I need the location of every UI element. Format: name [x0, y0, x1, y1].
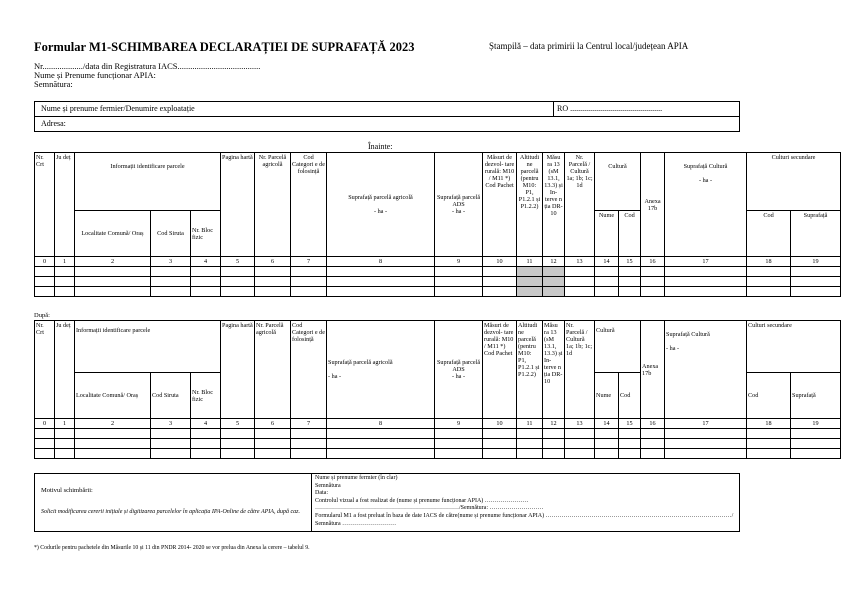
col-altitudine: Altitudi ne parcelă (pentru M10: P1, P1.2.1 și P1.2.2): [517, 321, 543, 419]
col-masura13: Măsu ra 13 (sM 13.1, 13.3) și In- terve n ția DR- 10: [543, 153, 565, 257]
column-number: 19: [791, 419, 841, 429]
column-number: 9: [435, 257, 483, 267]
table-row[interactable]: [35, 287, 841, 297]
col-cultura: Cultură: [595, 153, 641, 211]
col-nr-parcela-cultura: Nr. Parcelă / Cultură 1a; 1b; 1c; 1d: [565, 153, 595, 257]
table-cell[interactable]: [435, 449, 483, 459]
table-cell[interactable]: [221, 429, 255, 439]
table-cell[interactable]: [517, 277, 543, 287]
table-cell[interactable]: [291, 287, 327, 297]
table-cell[interactable]: [55, 429, 75, 439]
table-cell[interactable]: [543, 267, 565, 277]
column-number: 14: [595, 257, 619, 267]
col-suprafata-ads: [435, 153, 483, 257]
table-cell[interactable]: [191, 429, 221, 439]
table-cell[interactable]: [55, 439, 75, 449]
table-cell[interactable]: [543, 439, 565, 449]
col-nr-parcela-cultura: Nr. Parcelă / Cultură 1a; 1b; 1c; 1d: [565, 321, 595, 419]
column-number-row: [35, 257, 841, 267]
column-number: 6: [255, 257, 291, 267]
table-cell[interactable]: [255, 439, 291, 449]
col-cod-categorie: Cod Categori e de folosință: [291, 321, 327, 419]
table-cell[interactable]: [327, 439, 435, 449]
table-cell[interactable]: [619, 439, 641, 449]
table-cell[interactable]: [75, 277, 151, 287]
label-ha: - ha -: [328, 373, 342, 380]
table-cell[interactable]: [543, 287, 565, 297]
table-cell[interactable]: [595, 277, 619, 287]
table-cell[interactable]: [565, 439, 595, 449]
col-info-parcele: Informații identificare parcele: [75, 321, 221, 373]
table-cell[interactable]: [641, 287, 665, 297]
table-cell[interactable]: [255, 277, 291, 287]
col-pagina-harti: Pagina hartă: [221, 321, 255, 419]
table-cell[interactable]: [75, 449, 151, 459]
label-ha: - ha -: [698, 177, 713, 184]
col-secundare-suprafata: Suprafață: [791, 211, 841, 257]
signature-line[interactable]: Formularul M1 a fost preluat în baza de date IACS de către(nume și prenume funcționar APIA) …………………………………………………………………………………/: [315, 512, 734, 519]
table-cell[interactable]: [791, 439, 841, 449]
label-cod-pachet: Cod Pachet: [485, 182, 514, 189]
column-number: 17: [665, 419, 747, 429]
col-masuri: [483, 153, 517, 257]
col-suprafata-cultura: [665, 321, 747, 419]
column-number: 15: [619, 257, 641, 267]
ro-field[interactable]: RO ..............................................: [557, 104, 663, 113]
label-suprafata-ads: Suprafață parcelă ADS: [436, 359, 481, 373]
table-cell[interactable]: [517, 287, 543, 297]
signature-line[interactable]: Data:: [315, 490, 328, 497]
before-table: [34, 152, 841, 297]
table-cell[interactable]: [435, 287, 483, 297]
table-cell[interactable]: [791, 429, 841, 439]
table-cell[interactable]: [565, 287, 595, 297]
table-cell[interactable]: [641, 267, 665, 277]
column-number-row: [35, 419, 841, 429]
col-suprafata-ads: [435, 321, 483, 419]
column-number: 16: [641, 257, 665, 267]
column-number: 2: [75, 419, 151, 429]
table-cell[interactable]: [619, 287, 641, 297]
col-culturi-secundare: Culturi secundare: [747, 153, 841, 211]
col-cultura-nume: Nume: [595, 373, 619, 419]
table-cell[interactable]: [75, 267, 151, 277]
col-judet: Ju deț: [55, 153, 75, 257]
column-number: 1: [55, 419, 75, 429]
table-cell[interactable]: [75, 439, 151, 449]
column-number: 17: [665, 257, 747, 267]
col-cod-siruta: Cod Siruta: [151, 211, 191, 257]
table-cell[interactable]: [221, 267, 255, 277]
table-cell[interactable]: [747, 449, 791, 459]
col-nr-parcela: Nr. Parcelă agricolă: [255, 153, 291, 257]
official-name-line[interactable]: Nume și Prenume funcționar APIA:: [34, 70, 156, 80]
table-cell[interactable]: [619, 449, 641, 459]
table-cell[interactable]: [791, 267, 841, 277]
col-nr-crt: Nr. Crt: [35, 321, 55, 419]
table-cell[interactable]: [75, 429, 151, 439]
col-pagina-harti: Pagina hartă: [221, 153, 255, 257]
table-cell[interactable]: [747, 439, 791, 449]
label-ha: - ha -: [451, 373, 466, 380]
column-number: 3: [151, 419, 191, 429]
table-cell[interactable]: [791, 287, 841, 297]
table-cell[interactable]: [255, 449, 291, 459]
column-number: 18: [747, 419, 791, 429]
col-anexa: Anexa 17b: [641, 153, 665, 257]
table-cell[interactable]: [483, 267, 517, 277]
col-nr-bloc: Nr. Bloc fizic: [191, 373, 221, 419]
farmer-name-field[interactable]: Nume și prenume fermier/Denumire exploatație: [41, 104, 195, 113]
table-cell[interactable]: [641, 429, 665, 439]
table-cell[interactable]: [191, 439, 221, 449]
table-cell[interactable]: [291, 429, 327, 439]
table-row[interactable]: [35, 439, 841, 449]
table-cell[interactable]: [595, 287, 619, 297]
col-suprafata-cultura: [665, 153, 747, 257]
table-cell[interactable]: [35, 287, 55, 297]
form-title: Formular M1-SCHIMBAREA DECLARAȚIEI DE SUPRAFAȚĂ 2023: [34, 40, 415, 54]
column-number: 7: [291, 419, 327, 429]
col-culturi-secundare: Culturi secundare: [747, 321, 841, 373]
table-cell[interactable]: [665, 277, 747, 287]
col-localitate: Localitate Comună/ Oraș: [75, 373, 151, 419]
table-cell[interactable]: [55, 267, 75, 277]
table-cell[interactable]: [543, 277, 565, 287]
table-cell[interactable]: [291, 449, 327, 459]
col-cultura: Cultură: [595, 321, 641, 373]
label-masuri: Măsuri de dezvol- tare rurală: M10 / M11 *): [484, 322, 514, 350]
table-cell[interactable]: [151, 439, 191, 449]
col-cultura-cod: Cod: [619, 373, 641, 419]
column-number: 12: [543, 419, 565, 429]
label-suprafata-cultura: Suprafață Cultură: [666, 331, 710, 338]
label-ha: - ha -: [451, 208, 466, 215]
table-cell[interactable]: [543, 449, 565, 459]
table-cell[interactable]: [55, 449, 75, 459]
col-suprafata-agricola: [327, 153, 435, 257]
table-cell[interactable]: [35, 277, 55, 287]
after-label: După:: [34, 312, 50, 319]
column-number: 12: [543, 257, 565, 267]
column-number: 0: [35, 257, 55, 267]
stamp-note: Ștampilă – data primirii la Centrul local/județean APIA: [489, 41, 689, 51]
table-cell[interactable]: [435, 277, 483, 287]
label-ha: - ha -: [666, 345, 680, 352]
column-number: 19: [791, 257, 841, 267]
signature-line[interactable]: Semnătura:: [34, 79, 73, 89]
table-cell[interactable]: [747, 267, 791, 277]
column-number: 11: [517, 419, 543, 429]
table-cell[interactable]: [565, 429, 595, 439]
table-cell[interactable]: [595, 267, 619, 277]
reason-label[interactable]: Motivul schimbării:: [41, 487, 93, 494]
table-cell[interactable]: [151, 449, 191, 459]
column-number: 4: [191, 419, 221, 429]
column-number: 1: [55, 257, 75, 267]
table-cell[interactable]: [565, 267, 595, 277]
farmer-box: [34, 101, 740, 132]
label-cod-pachet: Cod Pachet: [484, 350, 513, 357]
table-cell[interactable]: [435, 267, 483, 277]
table-cell[interactable]: [595, 439, 619, 449]
label-ha: - ha -: [373, 208, 388, 215]
signature-block: [315, 475, 735, 528]
table-cell[interactable]: [619, 429, 641, 439]
table-cell[interactable]: [565, 449, 595, 459]
column-number: 10: [483, 257, 517, 267]
table-cell[interactable]: [255, 429, 291, 439]
change-reason-box: [34, 473, 740, 532]
table-cell[interactable]: [665, 429, 747, 439]
column-number: 3: [151, 257, 191, 267]
col-suprafata-agricola: [327, 321, 435, 419]
label-masuri: Măsuri de dezvol- tare rurală: M10 / M11 *): [484, 154, 515, 182]
table-cell[interactable]: [619, 277, 641, 287]
table-cell[interactable]: [221, 449, 255, 459]
table-cell[interactable]: [35, 429, 55, 439]
table-cell[interactable]: [327, 287, 435, 297]
table-cell[interactable]: [255, 267, 291, 277]
column-number: 13: [565, 419, 595, 429]
table-cell[interactable]: [483, 277, 517, 287]
table-cell[interactable]: [35, 267, 55, 277]
col-cultura-cod: Cod: [619, 211, 641, 257]
label-suprafata-cultura: Suprafață Cultură: [683, 163, 728, 170]
table-cell[interactable]: [483, 449, 517, 459]
table-cell[interactable]: [191, 287, 221, 297]
column-number: 8: [327, 419, 435, 429]
table-cell[interactable]: [221, 439, 255, 449]
table-cell[interactable]: [517, 449, 543, 459]
table-cell[interactable]: [327, 429, 435, 439]
signature-line[interactable]: Semnătura ………………………: [315, 520, 397, 527]
table-cell[interactable]: [517, 267, 543, 277]
table-cell[interactable]: [191, 449, 221, 459]
col-judet: Ju deț: [55, 321, 75, 419]
table-cell[interactable]: [35, 439, 55, 449]
table-cell[interactable]: [641, 439, 665, 449]
column-number: 4: [191, 257, 221, 267]
column-number: 7: [291, 257, 327, 267]
table-cell[interactable]: [291, 267, 327, 277]
col-nr-crt: Nr. Crt: [35, 153, 55, 257]
col-cod-siruta: Cod Siruta: [151, 373, 191, 419]
table-row[interactable]: [35, 449, 841, 459]
column-number: 13: [565, 257, 595, 267]
after-table: [34, 320, 841, 459]
column-number: 18: [747, 257, 791, 267]
table-cell[interactable]: [483, 439, 517, 449]
col-anexa: Anexa 17b: [641, 321, 665, 419]
col-secundare-cod: Cod: [747, 211, 791, 257]
col-masuri: [483, 321, 517, 419]
col-localitate: Localitate Comună/ Oraș: [75, 211, 151, 257]
table-cell[interactable]: [517, 439, 543, 449]
table-cell[interactable]: [595, 429, 619, 439]
column-number: 15: [619, 419, 641, 429]
col-nr-bloc: Nr. Bloc fizic: [191, 211, 221, 257]
table-cell[interactable]: [747, 429, 791, 439]
table-cell[interactable]: [483, 287, 517, 297]
column-number: 11: [517, 257, 543, 267]
table-cell[interactable]: [665, 287, 747, 297]
col-info-parcele: Informații identificare parcele: [75, 153, 221, 211]
table-cell[interactable]: [327, 277, 435, 287]
column-number: 16: [641, 419, 665, 429]
table-cell[interactable]: [747, 277, 791, 287]
table-cell[interactable]: [747, 287, 791, 297]
table-cell[interactable]: [483, 429, 517, 439]
label-suprafata-agricola: Suprafață parcelă agricolă: [348, 194, 413, 201]
col-secundare-cod: Cod: [747, 373, 791, 419]
column-number: 8: [327, 257, 435, 267]
table-row[interactable]: [35, 277, 841, 287]
table-row[interactable]: [35, 267, 841, 277]
signature-line[interactable]: Nume și prenume fermier (în clar): [315, 475, 398, 481]
col-cod-categorie: Cod Categori e de folosință: [291, 153, 327, 257]
column-number: 6: [255, 419, 291, 429]
table-cell[interactable]: [221, 287, 255, 297]
table-cell[interactable]: [565, 277, 595, 287]
table-cell[interactable]: [641, 449, 665, 459]
request-note: Solicit modificarea cererii inițiale și digitizarea parcelelor în aplicația IPA-Online de către APIA, după caz.: [41, 509, 300, 515]
table-cell[interactable]: [255, 287, 291, 297]
col-nr-parcela: Nr. Parcelă agricolă: [255, 321, 291, 419]
table-cell[interactable]: [221, 277, 255, 287]
signature-line[interactable]: Semnătura: [315, 482, 341, 489]
table-cell[interactable]: [55, 287, 75, 297]
table-cell[interactable]: [791, 277, 841, 287]
table-cell[interactable]: [543, 429, 565, 439]
table-cell[interactable]: [435, 429, 483, 439]
col-altitudine: Altitudi ne parcelă (pentru M10: P1, P1.2.1 și P1.2.2): [517, 153, 543, 257]
table-cell[interactable]: [151, 277, 191, 287]
table-cell[interactable]: [791, 449, 841, 459]
table-cell[interactable]: [151, 429, 191, 439]
table-cell[interactable]: [327, 449, 435, 459]
address-field[interactable]: Adresa:: [41, 119, 66, 128]
table-cell[interactable]: [665, 267, 747, 277]
column-number: 0: [35, 419, 55, 429]
signature-line[interactable]: ………………………………………………………………/Semnătura: ………………………: [315, 505, 544, 512]
before-label: Înainte:: [368, 142, 393, 151]
table-cell[interactable]: [55, 277, 75, 287]
label-suprafata-agricola: Suprafață parcelă agricolă: [328, 359, 393, 366]
table-cell[interactable]: [641, 277, 665, 287]
col-masura13: Măsu ra 13 (sM 13.1, 13.3) și In- terve n ția DR- 10: [543, 321, 565, 419]
column-number: 10: [483, 419, 517, 429]
table-cell[interactable]: [75, 287, 151, 297]
table-cell[interactable]: [291, 439, 327, 449]
column-number: 2: [75, 257, 151, 267]
table-row[interactable]: [35, 429, 841, 439]
table-cell[interactable]: [151, 267, 191, 277]
table-cell[interactable]: [291, 277, 327, 287]
table-cell[interactable]: [517, 429, 543, 439]
table-cell[interactable]: [665, 449, 747, 459]
col-secundare-suprafata: Suprafață: [791, 373, 841, 419]
table-cell[interactable]: [191, 267, 221, 277]
registration-line[interactable]: Nr.................../data din Registratura IACS.......................................: [34, 61, 261, 71]
label-suprafata-ads: Suprafață parcelă ADS: [436, 194, 481, 208]
signature-line[interactable]: Controlul vizual a fost realizat de (nume și prenume funcționar APIA) ………………….: [315, 497, 529, 504]
footnote: *) Codurile pentru pachetele din Măsurile 10 și 11 din PNDR 2014- 2020 se vor prelua din Anexa la cerere – tabelul 9.: [34, 545, 310, 551]
table-cell[interactable]: [619, 267, 641, 277]
table-cell[interactable]: [151, 287, 191, 297]
table-cell[interactable]: [191, 277, 221, 287]
table-cell[interactable]: [327, 267, 435, 277]
column-number: 5: [221, 419, 255, 429]
table-cell[interactable]: [665, 439, 747, 449]
column-number: 14: [595, 419, 619, 429]
column-number: 5: [221, 257, 255, 267]
table-cell[interactable]: [435, 439, 483, 449]
column-number: 9: [435, 419, 483, 429]
col-cultura-nume: Nume: [595, 211, 619, 257]
table-cell[interactable]: [35, 449, 55, 459]
table-cell[interactable]: [595, 449, 619, 459]
